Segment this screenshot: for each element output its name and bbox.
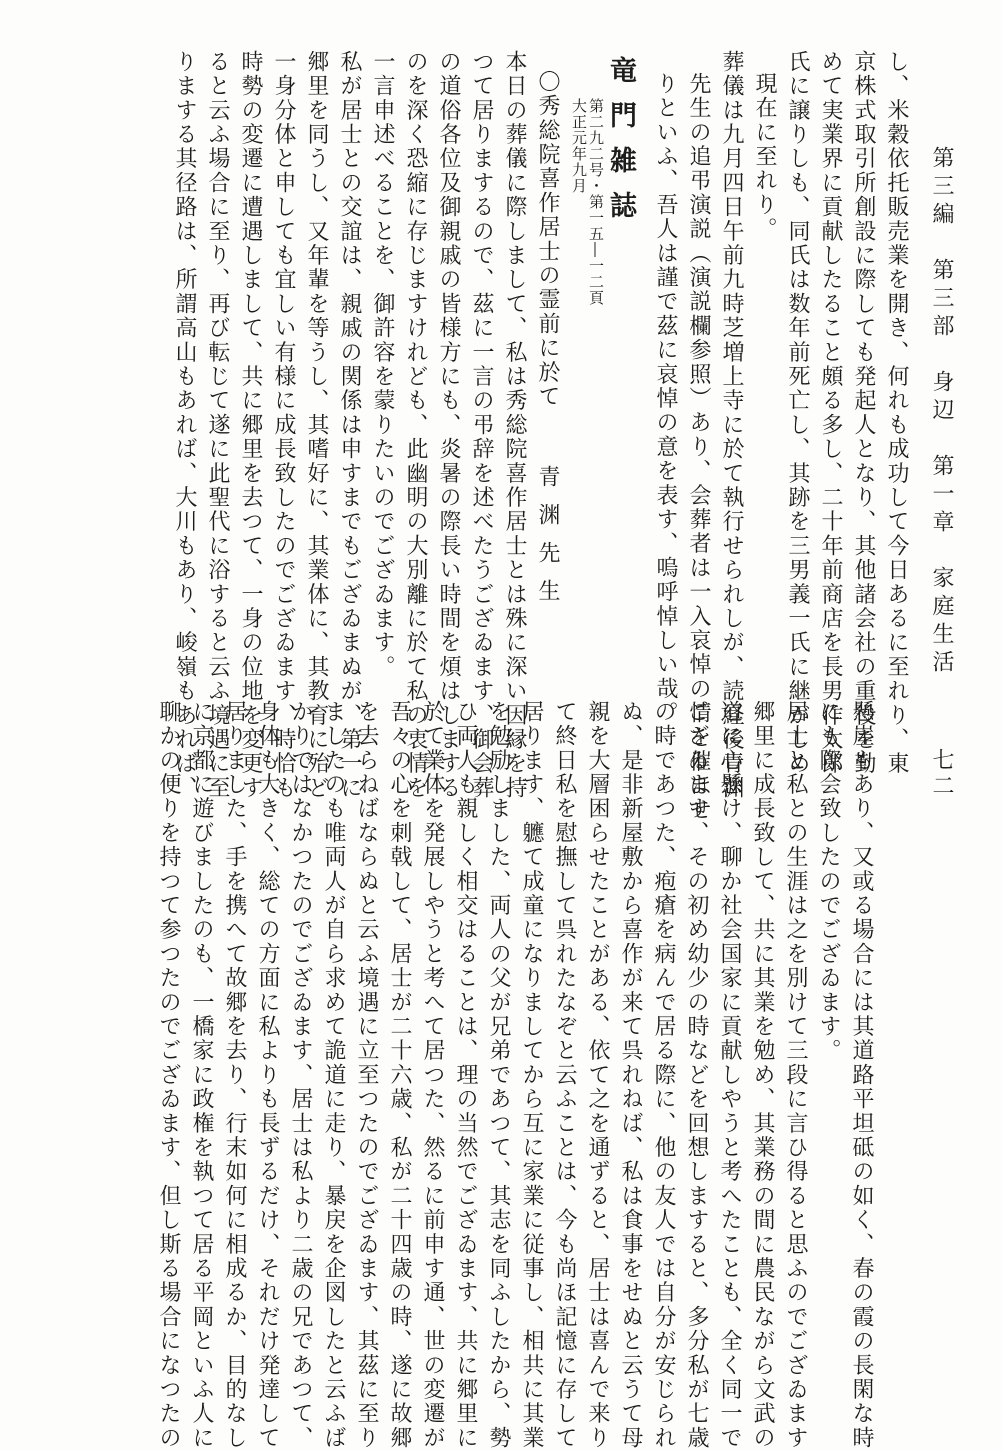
text-line: りまする其径路は、所謂高山もあれば、大川もあり、峻嶺もあれば、 bbox=[172, 50, 197, 801]
text-line: し、米穀依托販売業を開き、何れも成功して今日あるに至れり、東 bbox=[884, 50, 909, 776]
text-line: 時勢の変遷に遭遇しまして、共に郷里を去つて、一身の位地を変更す bbox=[238, 50, 263, 801]
magazine-title: 竜門雑誌 bbox=[605, 56, 636, 236]
text-line: 居りました、手を携へて故郷を去り、行末如何に相成るか、目的なし bbox=[222, 700, 247, 1450]
text-line: 氏に譲りしも、同氏は数年前死亡し、其跡を三男義一氏に継がしめ bbox=[785, 50, 810, 776]
text-line: を去らねばならぬと云ふ境遇に立至つたのでござゐます、其茲に至り bbox=[354, 700, 379, 1450]
magazine-issue bbox=[564, 50, 604, 690]
text-line: 郷里を同うし、又年輩を等うし、其嗜好に、其業体に、其教育に殆ど bbox=[304, 50, 329, 801]
text-line: 葬儀は九月四日午前九時芝増上寺に於て執行せられしが、読経後青渊 bbox=[719, 50, 744, 801]
text-line: に京都に遊びましたのも、一橋家に政権を執つて居る平岡といふ人に bbox=[189, 700, 214, 1450]
text-line: て終日私を慰撫して呉れたなぞと云ふことは、今も尚ほ記憶に存して bbox=[552, 700, 577, 1450]
text-line: ましたのも唯両人が自ら求めて詭道に走り、暴戻を企図したと云ふば bbox=[321, 700, 346, 1450]
text-line: 一身分体と申しても宜しい有様に成長致したのでござゐます、時恰も bbox=[271, 50, 296, 801]
text-line: の時であつた、疱瘡を病んで居る際に、他の友人では自分が安じられ bbox=[651, 700, 676, 1450]
text-line: 親を大層困らせたことがある、依て之を通ずると、居士は喜んで来り bbox=[585, 700, 610, 1450]
text-line: にも際会致したのでござゐます。 bbox=[816, 700, 841, 1063]
page-number: 七二 bbox=[929, 748, 954, 800]
spacer bbox=[637, 50, 649, 690]
text-line: 道に心懸け、聊か社会国家に貢献しやうと考へたことも、全く同一で bbox=[717, 700, 742, 1450]
text-line: のを深く恐縮に存じますけれども、此幽明の大別離に於て私の衷情を bbox=[403, 50, 428, 801]
text-line: ござゐます、その初め幼少の時などを回想しますると、多分私が七歳 bbox=[684, 700, 709, 1450]
text-line: ひ両人も親しく相交はることは、理の当然でござゐます、共に郷里に bbox=[453, 700, 478, 1450]
text-line: 居ります、軈て成童になりましてから互に家業に従事し、相共に其業 bbox=[519, 700, 544, 1450]
running-head: 第三編 第三部 身辺 第一章 家庭生活 bbox=[929, 146, 954, 678]
text-line: 一言申述べることを、御許容を蒙りたいのでござゐます。 bbox=[370, 50, 395, 680]
text-line: 私が居士との交誼は、親戚の関係は申すまでもござゐまぬが、第一に bbox=[337, 50, 362, 801]
text-line: つて居りまするので、茲に一言の弔辞を述べたうござゐます、御会葬 bbox=[469, 50, 494, 801]
bottom-text-block bbox=[152, 700, 878, 1450]
speaker-name: 青渊先生 bbox=[535, 464, 560, 617]
magazine-heading bbox=[604, 50, 637, 690]
text-line: 京株式取引所創設に際しても発起人となり、其他諸会社の重役を勤 bbox=[851, 50, 876, 776]
text-line: を勉励しました、両人の父が兄弟であつて、其志を同ふしたから、勢 bbox=[486, 700, 511, 1450]
text-line: 本日の葬儀に際しまして、私は秀総院喜作居士とは殊に深い因縁を持 bbox=[502, 50, 527, 801]
text-line: ると云ふ場合に至り、再び転じて遂に此聖代に浴すると云ふ境遇に至 bbox=[205, 50, 230, 801]
text-line: りといふ、吾人は謹で茲に哀悼の意を表す、嗚呼悼しい哉。 bbox=[653, 72, 678, 726]
issue-line: 大正元年九月 bbox=[570, 98, 588, 194]
text-line: 懸崖もあり、又或る場合には其道路平坦砥の如く、春の霞の長閑な時 bbox=[849, 700, 874, 1450]
issue-line: 第二九二号・第一五―一二頁 bbox=[587, 98, 605, 306]
text-line: 聊かの便りを持つて参つたのでござゐます、但し斯る場合になつたの bbox=[156, 700, 181, 1450]
text-line: 居士と私との生涯は之を別けて三段に言ひ得ると思ふのでござゐます bbox=[783, 700, 808, 1450]
speech-title-line bbox=[531, 50, 564, 690]
text-line: 身体も大きく、総ての方面に私よりも長ずるだけ、それだけ発達して bbox=[255, 700, 280, 1450]
text-line: 於て業体を発展しやうと考へて居つた、然るに前申す通、世の変遷が bbox=[420, 700, 445, 1450]
top-text-block bbox=[168, 50, 913, 823]
text-line: 先生の追弔演説（演説欄参照）あり、会葬者は一入哀悼の情を催ほせ bbox=[686, 72, 711, 823]
text-line: 郷里に成長致して、共に其業を勉め、其業務の間に農民ながら文武の bbox=[750, 700, 775, 1450]
text-line: 現在に至れり。 bbox=[752, 72, 777, 242]
text-line: ぬ、是非新屋敷から喜作が来て呉れねば、私は食事をせぬと云うて母 bbox=[618, 700, 643, 1450]
speech-title: 〇秀総院喜作居士の霊前に於て bbox=[535, 70, 560, 409]
text-line: かりではなかつたのでござゐます、居士は私より二歳の兄であつて、 bbox=[288, 700, 313, 1450]
text-line: の道俗各位及御親戚の皆様方にも、炎暑の際長い時間を煩はしまする bbox=[436, 50, 461, 801]
text-line: 吾々の心を刺戟して、居士が二十六歳、私が二十四歳の時、遂に故郷 bbox=[387, 700, 412, 1450]
text-line: めて実業界に貢献したること頗る多し、二十年前商店を長男作太郎 bbox=[818, 50, 843, 776]
